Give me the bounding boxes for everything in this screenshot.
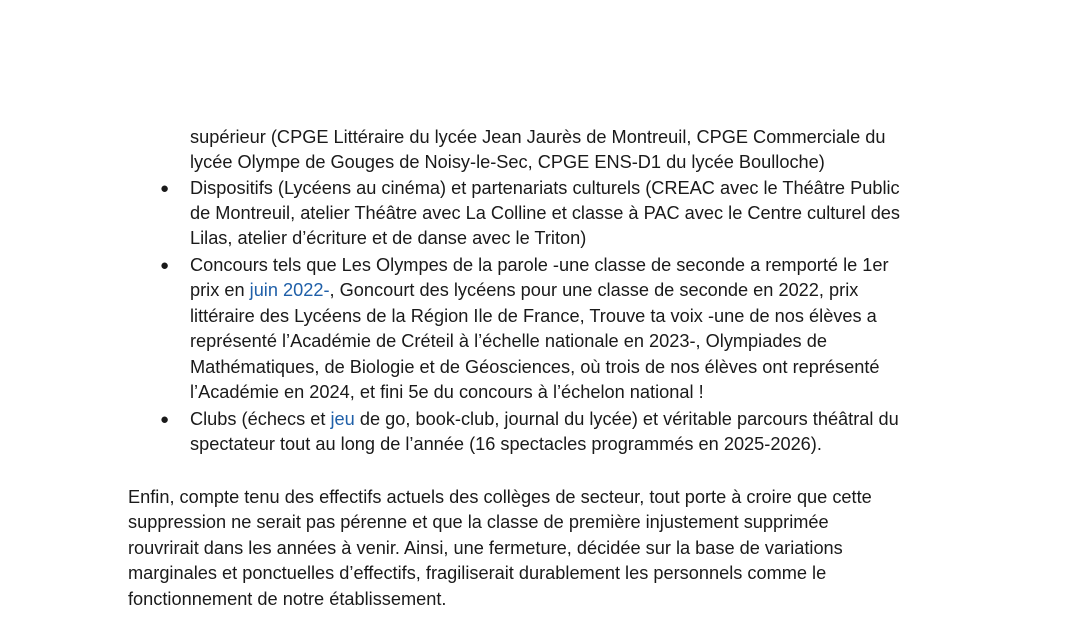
bullet-icon: ●	[160, 257, 170, 274]
list-item-line: l’Académie en 2024, et fini 5e du concours à l’échelon national !	[190, 382, 704, 402]
date-link[interactable]: juin 2022-	[249, 280, 330, 300]
paragraph-line: suppression ne serait pas pérenne et que la classe de première injustement supprimée	[128, 512, 829, 532]
list-item-line: Dispositifs (Lycéens au cinéma) et partenariats culturels (CREAC avec le Théâtre Public	[190, 178, 900, 198]
bullet-icon: ●	[160, 411, 170, 428]
paragraph-line: rouvrirait dans les années à venir. Ainsi, une fermeture, décidée sur la base de variations	[128, 538, 843, 558]
text-run: prix en	[190, 280, 250, 300]
list-item-line: littéraire des Lycéens de la Région Ile de France, Trouve ta voix -une de nos élèves a	[190, 306, 877, 326]
text-run: de go, book-club, journal du lycée) et véritable parcours théâtral du	[354, 409, 899, 429]
bullet-icon: ●	[160, 180, 170, 197]
list-item-line: Mathématiques, de Biologie et de Géosciences, où trois de nos élèves ont représenté	[190, 357, 880, 377]
jeu-link[interactable]: jeu	[330, 409, 355, 429]
text-run: , Goncourt des lycéens pour une classe de seconde en 2022, prix	[329, 280, 859, 300]
list-item-line: Lilas, atelier d’écriture et de danse avec le Triton)	[190, 228, 587, 248]
text-run: Clubs (échecs et	[190, 409, 331, 429]
continuation-line: lycée Olympe de Gouges de Noisy-le-Sec, CPGE ENS-D1 du lycée Boulloche)	[190, 152, 825, 172]
continuation-line: supérieur (CPGE Littéraire du lycée Jean Jaurès de Montreuil, CPGE Commerciale du	[190, 127, 886, 147]
paragraph-line: marginales et ponctuelles d’effectifs, fragiliserait durablement les personnels comme le	[128, 563, 827, 583]
list-item-line: représenté l’Académie de Créteil à l’échelle nationale en 2023-, Olympiades de	[190, 331, 827, 351]
paragraph-line: fonctionnement de notre établissement.	[128, 589, 447, 609]
list-item-line: de Montreuil, atelier Théâtre avec La Colline et classe à PAC avec le Centre culturel des	[190, 203, 901, 223]
paragraph-line: Enfin, compte tenu des effectifs actuels des collèges de secteur, tout porte à croire que cette	[128, 487, 872, 507]
list-item-line: spectateur tout au long de l’année (16 spectacles programmés en 2025-2026).	[190, 434, 822, 454]
list-item-line	[190, 407, 899, 432]
list-item-line	[190, 278, 858, 303]
list-item-line: Concours tels que Les Olympes de la parole -une classe de seconde a remporté le 1er	[190, 255, 889, 275]
